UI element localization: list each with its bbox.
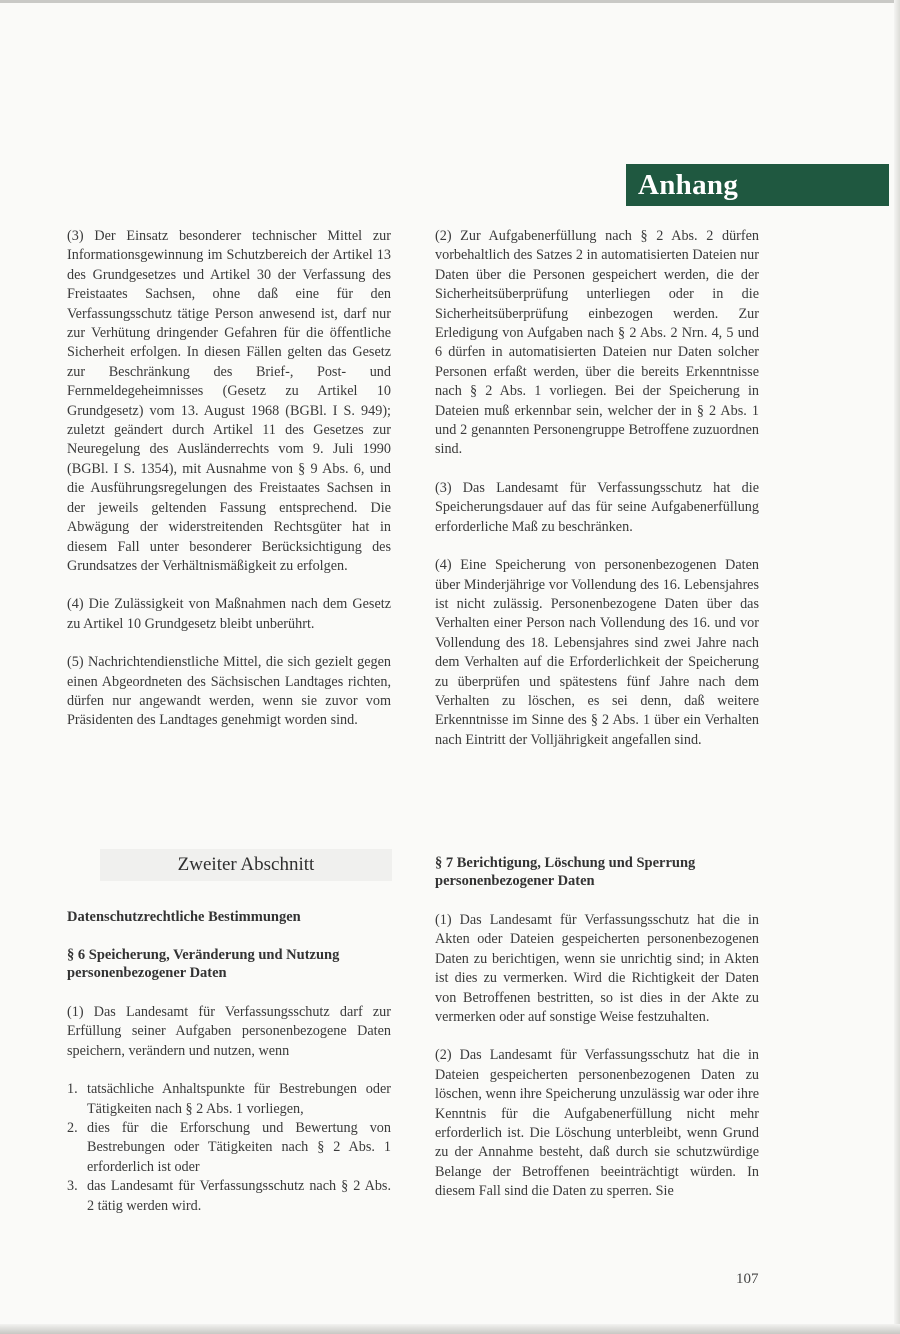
paragraph-2: (2) Zur Aufgabenerfüllung nach § 2 Abs. 2 dürfen vorbehaltlich des Satzes 2 in automatisierten Dateien nur Daten über die Personen gespeichert werden, die der Sicherheitsüberprüfung unterliegen oder in die Sicherheitsüberprüfung einbezogen werden. Zur Erledigung von Aufgaben nach § 2 Abs. 2 Nrn. 4, 5 und 6 dürfen in automatisierten Dateien nur Daten solcher Personen erfaßt werden, über die bereits Erkenntnisse nach § 2 Abs. 1 vorliegen. Bei der Speicherung in Dateien muß erkennbar sein, welcher der in § 2 Abs. 1 und 2 genannten Personengruppe Betroffene zuzuordnen sind. — [435, 228, 759, 458]
paragraph-6-intro: (1) Das Landesamt für Verfassungsschutz darf zur Erfüllung seiner Aufgaben personenbezogene Daten speichern, verändern und nutzen, wenn — [67, 1004, 391, 1059]
list-item-number: 2. — [67, 1120, 78, 1137]
page-edge-top — [0, 0, 900, 3]
list-item — [67, 1177, 391, 1216]
paragraph-7-1: (1) Das Landesamt für Verfassungsschutz hat die in Akten oder Dateien gespeicherten personenbezogenen Daten zu berichtigen, wenn sie unrichtig sind; in Akten ist dies zu vermerken. Wird die Richtigkeit der Daten von Betroffenen bestritten, so ist dies in der Akte zu vermerken oder auf sonstige Weise festzuhalten. — [435, 912, 759, 1026]
section-title-box — [100, 849, 392, 881]
list-item-text: tatsächliche Anhaltspunkte für Bestrebungen oder Tätigkeiten nach § 2 Abs. 1 vorliegen, — [87, 1081, 391, 1117]
page-edge-bottom — [0, 1324, 900, 1334]
page-edge-right — [894, 0, 900, 1334]
paragraph-7-body — [435, 911, 759, 1221]
paragraph-3: (3) Der Einsatz besonderer technischer Mittel zur Informationsgewinnung im Schutzbereich der Artikel 13 des Grundgesetzes und Artikel 30 der Verfassung des Freistaates Sachsen, ohne daß eine für den Verfassungsschutz tätige Person anwesend ist, darf nur zur Verhütung dringender Gefahren für die öffentliche Sicherheit erfolgen. In diesen Fällen gelten das Gesetz zur Beschränkung des Brief-, Post- und Fernmeldegeheimnisses (Gesetz zu Artikel 10 Grundgesetz) vom 13. August 1968 (BGBl. I S. 949); zuletzt geändert durch Artikel 11 des Gesetzes zur Neuregelung des Ausländerrechts vom 9. Juli 1990 (BGBl. I S. 1354), mit Ausnahme von § 9 Abs. 6, und die Ausführungsregelungen des Freistaates Sachsen in der jeweils geltenden Fassung entsprechend. Die Abwägung der widerstreitenden Rechtsgüter hat in diesem Fall unter besonderer Berücksichtigung des Grundsatzes der Verhältnismäßigkeit zu erfolgen. — [67, 228, 391, 574]
section-tab-label: Anhang — [626, 164, 889, 206]
paragraph-4-right: (4) Eine Speicherung von personenbezogenen Daten über Minderjährige vor Vollendung des 16. Lebensjahres ist nicht zulässig. Personenbezogene Daten über das Verhalten einer Person nach Vollendung des 16. und vor Vollendung des 18. Lebensjahres sind zwei Jahre nach dem Verhalten auf die Erforderlichkeit der Speicherung zu überprüfen und spätestens fünf Jahre nach dem Verhalten zu löschen, es sei denn, daß weitere Erkenntnisse im Sinne des § 2 Abs. 1 über ein Verhalten nach Eintritt der Volljährigkeit angefallen sind. — [435, 557, 759, 748]
list-item-text: das Landesamt für Verfassungsschutz nach § 2 Abs. 2 tätig werden wird. — [87, 1178, 391, 1214]
section-title: Zweiter Abschnitt — [177, 854, 315, 875]
paragraph-6-heading: § 6 Speicherung, Veränderung und Nutzung personenbezogener Daten — [67, 947, 340, 981]
list-item-number: 3. — [67, 1178, 78, 1195]
paragraph-6-body — [67, 1003, 391, 1216]
page-number: 107 — [736, 1271, 759, 1287]
paragraph-7-heading: § 7 Berichtigung, Löschung und Sperrung personenbezogener Daten — [435, 855, 696, 889]
paragraph-4: (4) Die Zulässigkeit von Maßnahmen nach dem Gesetz zu Artikel 10 Grundgesetz bleibt unberührt. — [67, 596, 391, 632]
left-column — [67, 227, 391, 750]
list-item-number: 1. — [67, 1081, 78, 1098]
paragraph-7-2: (2) Das Landesamt für Verfassungsschutz hat die in Dateien gespeicherten personenbezogenen Daten zu löschen, wenn ihre Speicherung unzulässig war oder ihre Kenntnis für die Aufgabenerfüllung nicht mehr erforderlich ist. Die Löschung unterbleibt, wenn Grund zu der Annahme besteht, daß durch sie schutzwürdige Belange der Betroffenen beeinträchtigt würden. In diesem Fall sind die Daten zu sperren. Sie — [435, 1047, 759, 1200]
list-item — [67, 1080, 391, 1119]
section-subtitle: Datenschutzrechtliche Bestimmungen — [67, 909, 301, 925]
paragraph-3-right: (3) Das Landesamt für Verfassungsschutz hat die Speicherungsdauer auf das für seine Aufgabenerfüllung erforderliche Maß zu beschränken. — [435, 479, 759, 535]
list-item — [67, 1119, 391, 1177]
right-column — [435, 227, 759, 769]
paragraph-6-list — [67, 1080, 391, 1216]
paragraph-5: (5) Nachrichtendienstliche Mittel, die sich gezielt gegen einen Abgeordneten des Sächsischen Landtages richten, dürfen nur angewandt werden, wenn sie zuvor vom Präsidenten des Landtages genehmigt worden sind. — [67, 654, 391, 729]
list-item-text: dies für die Erforschung und Bewertung von Bestrebungen oder Tätigkeiten nach § 2 Abs. 1 erforderlich ist oder — [87, 1120, 391, 1175]
